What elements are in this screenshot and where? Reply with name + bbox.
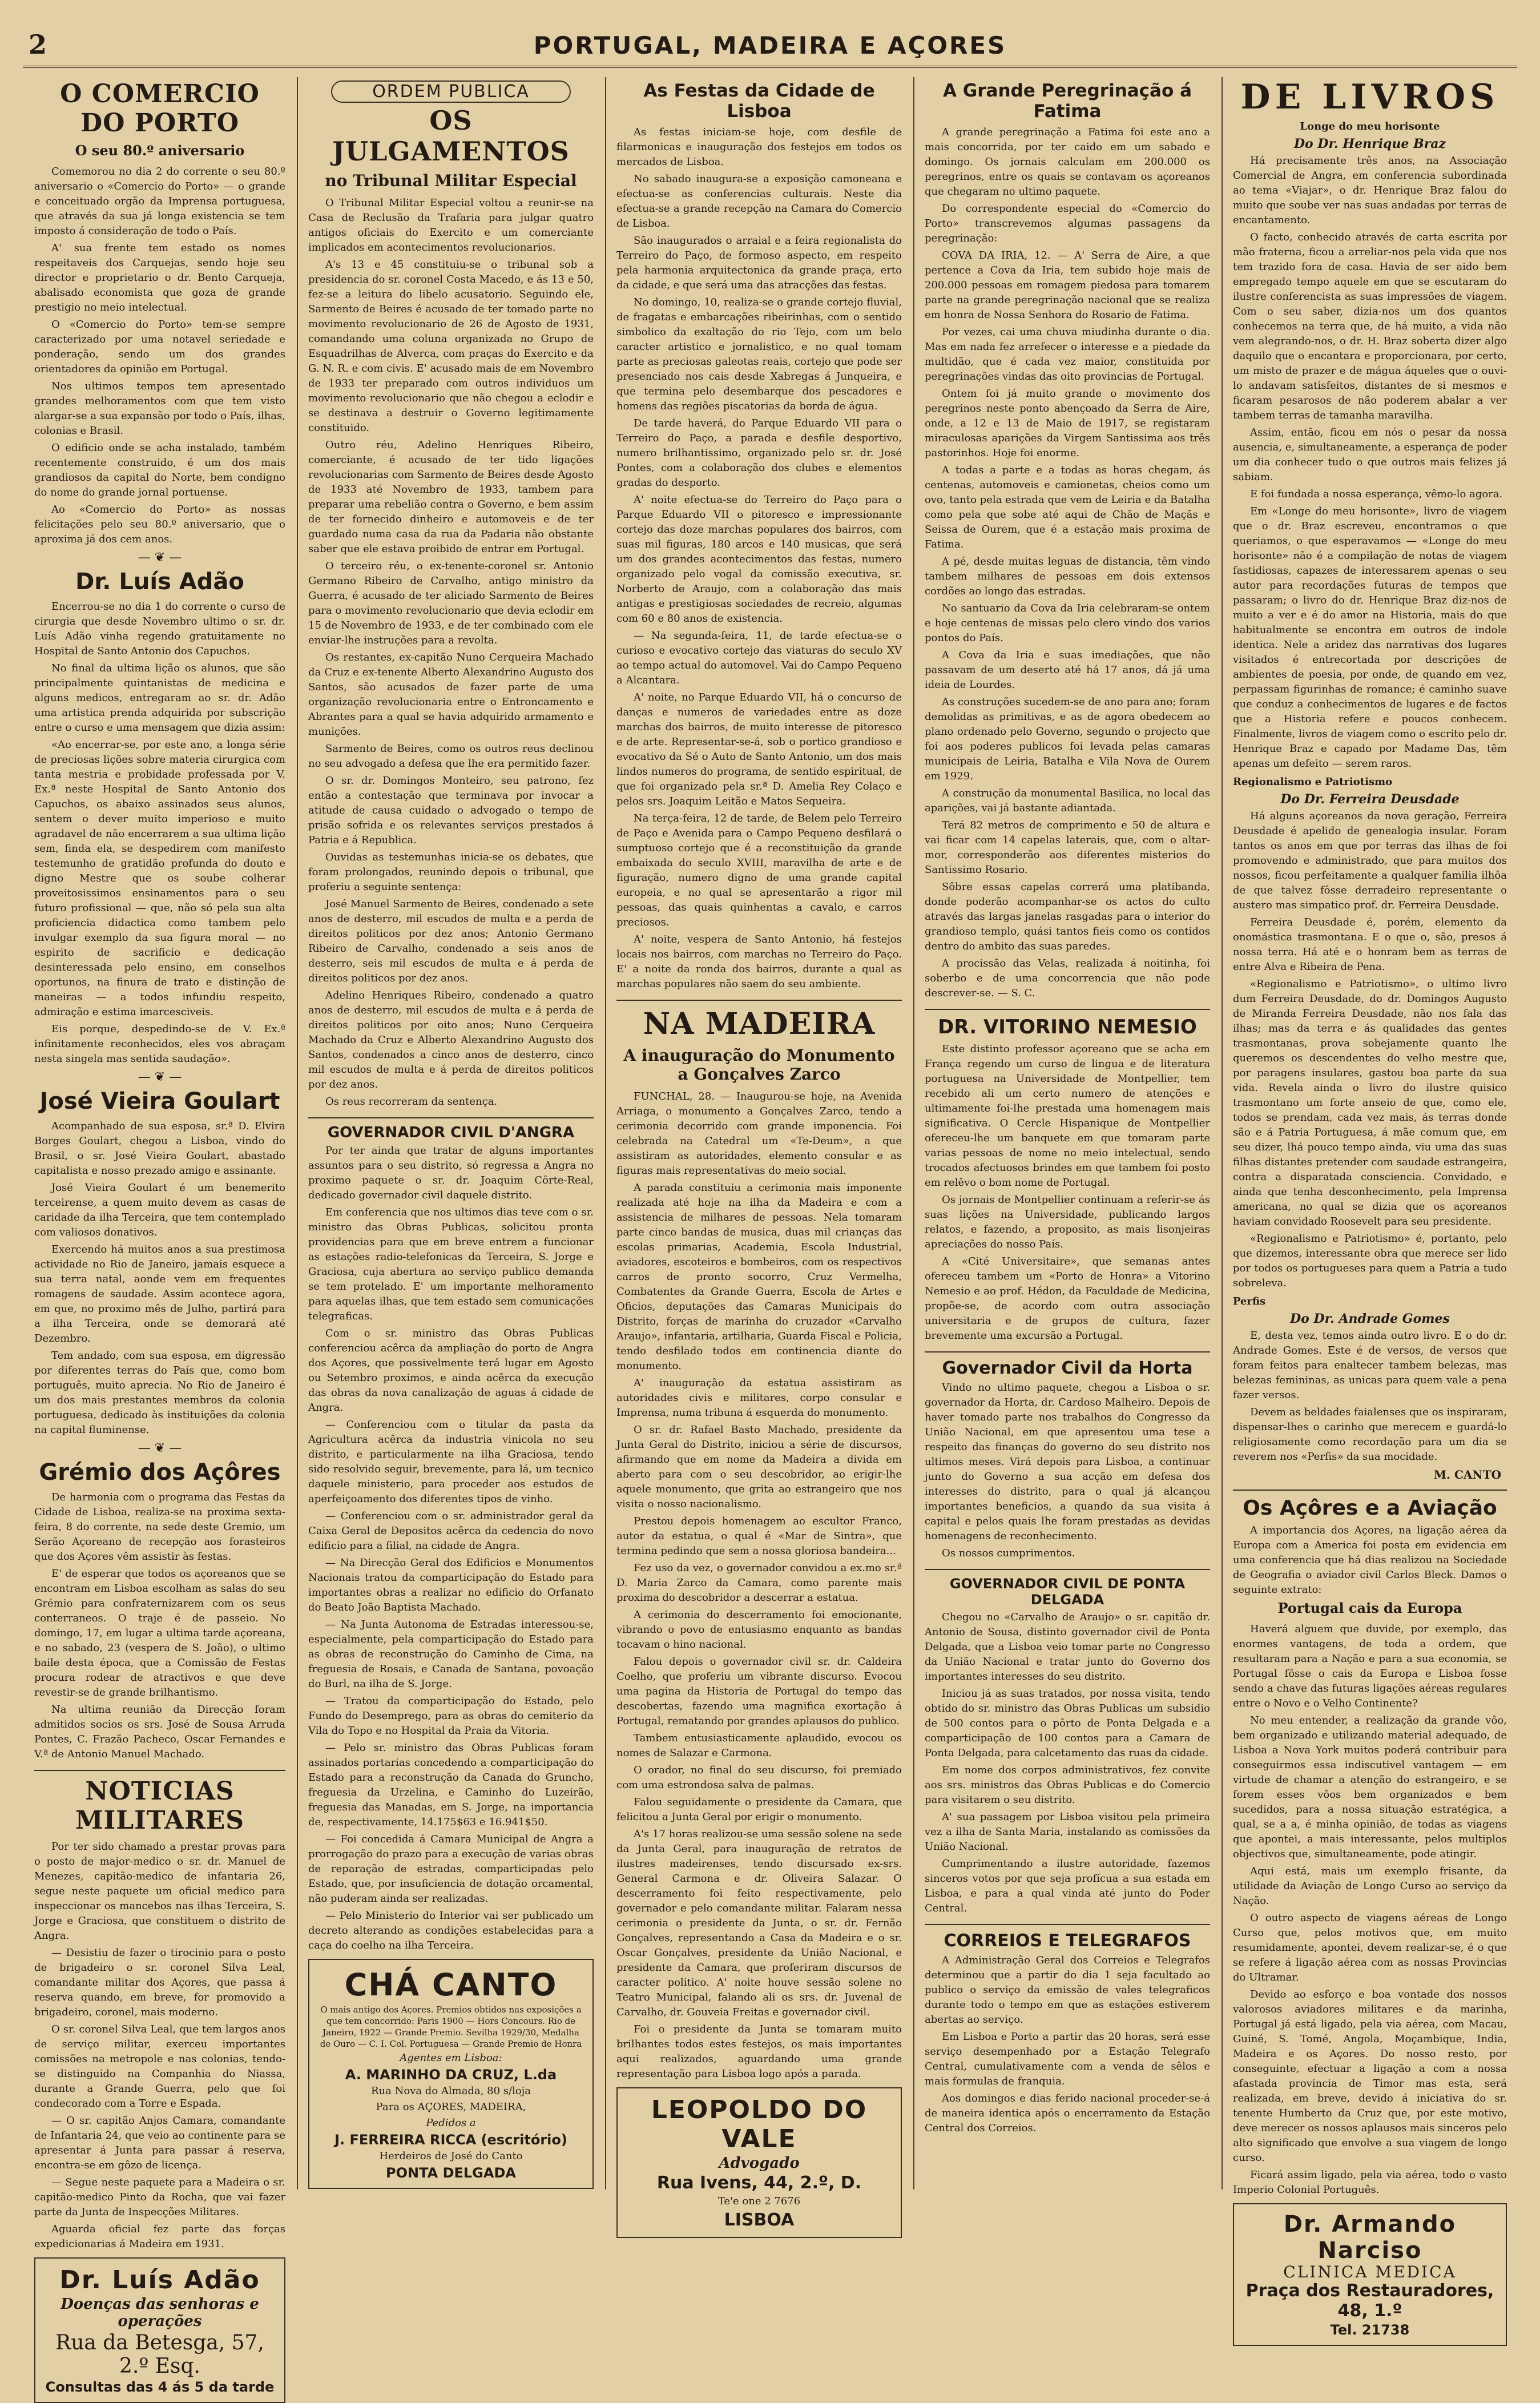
article-de-livros [1233,77,1507,1482]
paragraph: A Cova da Iria e suas imediações, que não passavam de um deserto até há 17 anos, dá já uma ideia de Lourdes. [925,649,1210,691]
divider [34,1770,285,1771]
paragraph: O «Comercio do Porto» tem-se sempre caracterizado por uma notavel seriedade e ponderação, sendo um dos grandes orientadores da opinião em Portugal. [34,319,285,375]
paragraph: — Pelo Ministerio do Interior vai ser publicado um decreto alterando as condições estabelecidas para a caça do coelho na ilha Terceira. [308,1910,594,1951]
article-body [925,1953,1210,2136]
paragraph: Sarmento de Beires, como os outros reus declinou no seu advogado a defesa que lhe era permitido fazer. [308,743,594,770]
paragraph: Em Lisboa e Porto a partir das 20 horas, será esse serviço desempenhado por a Estação Telegrafo Central, cumulativamente com a venda de sêlos e mais formulas de franquia. [925,2031,1210,2087]
paragraph: — Conferenciou com o sr. administrador geral da Caixa Geral de Depositos acêrca da cedencia do novo edificio para a filial, na cidade de Angra. [308,1510,594,1552]
ad-phone: Tel. 21738 [1330,2322,1410,2338]
article-body [925,1042,1210,1343]
paragraph: COVA DA IRIA, 12. — A' Serra de Aire, a que pertence a Cova da Iria, tem subido hoje mais de 200.000 pessoas em romagem piedosa para tomarem parte na grande peregrinação nacional que se realiza em honra de Nossa Senhora do Rosario de Fatima. [925,249,1210,321]
article-subtitle: O seu 80.º aniversario [75,142,245,159]
ad-luis-adao [34,2257,285,2403]
paragraph: O terceiro réu, o ex-tenente-coronel sr. Antonio Germano Ribeiro de Carvalho, antigo ministro da Guerra, é acusado de ter aliciado Sarmento de Beires para o movimento revolucionario que devia eclodir em 15 de Novembro de 1933, e de ter combinado com ele enviar-lhe instruções para a revolta. [308,560,594,646]
paragraph: Os jornais de Montpellier continuam a referir-se ás suas lições na Universidade, publicando largos relatos, e fazendo, a proposito, as mais lisonjeiras apreciações do nosso País. [925,1194,1210,1250]
paragraph: Ontem foi já muito grande o movimento dos peregrinos neste ponto abençoado da Serra de Aire, onde, a 12 e 13 de Maio de 1917, se registaram miraculosas aparições da Virgem Santissima aos três pastorinhos. Hoje foi enorme. [925,388,1210,459]
article-body [925,1380,1210,1561]
article-governador-ponta-delgada [925,1576,1210,1916]
paragraph: Na terça-feira, 12 de tarde, de Belem pelo Terreiro de Paço e Avenida para o Campo Pequeno desfilará o sumptuoso cortejo que é a reconstituição da grande embaixada do seculo XVIII, maravilha de arte e de figuração, numero digno de uma grande capital europeia, e no qual se apresentarão a rigor mil pessoas, das quais quinhentas a cavalo, e carros preciosos. [616,812,902,928]
article-body [34,1490,285,1762]
paragraph: Nos ultimos tempos tem apresentado grandes melhoramentos com que tem visto alargar-se a sua expansão por todo o País, ilhas, colonias e Brasil. [34,380,285,437]
paragraph: «Ao encerrar-se, por este ano, a longa série de preciosas lições sobre materia cirurgica com tanta mestria e probidade professada por V. Ex.ª neste Hospital de Santo Antonio dos Capuchos, os abaixo assinados seus alunos, sentem o dever muito imperioso e muito agradavel de não encerrarem a sua ultima lição sem, finda ela, se despedirem com manifesto testemunho de gratidão profunda do douto e digno Mestre que os soube colherar proveitosissimos ensinamentos para o seu futuro profissional — que, não só pela sua alta proficiencia didactica como tambem pelo invulgar exemplo da sua figura moral — no espirito de sacrificio e dedicação desinteressada pelo ensino, em conselhos oportunos, na finura de trato e distinção de maneiras — a todos infundiu respeito, admiração e estima imarcesciveis. [34,739,285,1018]
paragraph: De harmonia com o programa das Festas da Cidade de Lisboa, realiza-se na proxima sexta-feira, 8 do corrente, na sede deste Gremio, um Serão Açoreano de recepção aos forasteiros que dos Açores vêm assistir às festas. [34,1491,285,1563]
article-body [1233,154,1507,771]
ad-agent-2-city: PONTA DELGADA [386,2165,516,2181]
paragraph: Aguarda oficial fez parte das forças expedicionarias á Madeira em 1931. [34,2223,285,2250]
page-number: 2 [29,29,47,60]
ad-leopoldo-do-vale [616,2087,902,2238]
article-body [34,599,285,1066]
divider [925,1569,1210,1570]
paragraph: A todas a parte e a todas as horas chegam, ás centenas, automoveis e camionetas, cheios como um ovo, tanto pela estrada que vem de Leiria e da Batalha como pela que sobe até aqui de Chão de Maçãs e Seissa de Ourem, que é a estação mais proxima de Fatima. [925,464,1210,550]
paragraph: São inaugurados o arraial e a feira regionalista do Terreiro do Paço, de formoso aspecto, em respeito pela harmonia arquitectonica da grande praça, erto da cidade, e que será uma das atracções das festas. [616,235,902,291]
book-title-2: Regionalismo e Patriotismo [1233,776,1393,788]
ornament-divider: — ❦ — [138,1441,182,1455]
paragraph: Por ter ainda que tratar de alguns importantes assuntos para o seu distrito, só regressa a Angra no proximo paquete o sr. dr. Joaquim Côrte-Real, dedicado governador civil daquele distrito. [308,1145,594,1201]
article-body [616,1089,902,2082]
article-title: DR. VITORINO NEMESIO [938,1016,1197,1039]
article-comercio-do-porto [34,79,285,547]
divider [925,1924,1210,1925]
paragraph: Prestou depois homenagem ao escultor Franco, autor da estatua, o qual é «Mar de Sintra», que termina pedindo que sem a nossa gloriosa bandeira... [616,1515,902,1557]
paragraph: Terá 82 metros de comprimento e 50 de altura e vai ficar com 14 capelas laterais, que, com o altar-mor, corresponderão aos diferentes misterios do Santissimo Rosario. [925,819,1210,876]
paragraph: Chegou no «Carvalho de Araujo» o sr. capitão dr. Antonio de Sousa, distinto governador civil de Ponta Delgada, que a Lisboa veio tomar parte no Congresso da União Nacional e tratar junto do Governo dos importantes interesses do seu distrito. [925,1611,1210,1682]
paragraph: E, desta vez, temos ainda outro livro. E o do dr. Andrade Gomes. Este é de versos, de versos que foram feitos para enaltecer tambem belezas, mas belezas femininas, as unicas para quem vale a pena fazer versos. [1233,1330,1507,1401]
paragraph: Os restantes, ex-capitão Nuno Cerqueira Machado da Cruz e ex-tenente Alberto Alexandrino Augusto dos Santos, são acusados de fazer parte de uma organização revolucionaria entre o Entroncamento e Abrantes para a qual se havia adquirido armamento e munições. [308,651,594,738]
ad-city: LISBOA [724,2210,795,2230]
book-author-2: Do Dr. Ferreira Deusdade [1280,792,1460,807]
article-body [308,196,594,1109]
paragraph: José Vieira Goulart é um benemerito terceirense, a quem muito devem as casas de caridade da ilha Terceira, que tem contemplado com valiosos donativos. [34,1182,285,1238]
divider [308,1117,594,1118]
paragraph: Ouvidas as testemunhas inicia-se os debates, que foram prolongados, reunindo depois o tribunal, que proferiu a seguinte sentença: [308,851,594,893]
paragraph: Sôbre essas capelas correrá uma platibanda, donde poderão acompanhar-se os actos do culto através das largas janelas rasgadas para o interior do grandioso templo, quási tantos fieis como os contidos dentro do ambito das suas paredes. [925,881,1210,952]
article-body [1233,1622,1507,2197]
paragraph: Aqui está, mais um exemplo frisante, da utilidade da Aviação de Longo Curso ao serviço da Nação. [1233,1865,1507,1907]
article-subtitle: A inauguração do Monumento a Gonçalves Zarco [623,1046,895,1084]
paragraph: José Manuel Sarmento de Beires, condenado a sete anos de desterro, mil escudos de multa e a perda de direitos politicos por dez anos; Antonio Germano Ribeiro de Carvalho, condenado a seis anos de desterro, seis mil escudos de multa e á perda de direitos politicos por dez anos. [308,898,594,984]
article-body [308,1144,594,1953]
paragraph: Outro réu, Adelino Henriques Ribeiro, comerciante, é acusado de ter tido ligações revolucionarias com Sarmento de Beires desde Agosto de 1933 até Novembro de 1933, tambem para preparar uma rebelião contra o Governo, e bem assim de ter fornecido dinheiro e automoveis e de ter guardado numa casa da rua da Padaria não obstante saber que ele estava proibido de entrar em Portugal. [308,439,594,555]
paragraph: Há precisamente três anos, na Associação Comercial de Angra, em conferencia subordinada ao tema «Viajar», o dr. Henrique Braz falou do muito que soube ver nas suas andadas por terras de encantamento. [1233,155,1507,226]
paragraph: A importancia dos Açores, na ligação aérea da Europa com a America foi posta em evidencia em uma conferencia que há dias realizou na Sociedade de Geografia o aviador civil Carlos Bleck. Damos o seguinte extrato: [1233,1524,1507,1596]
paragraph: — Pelo sr. ministro das Obras Publicas foram assinados portarias concedendo a comparticipação do Estado para a reconstrução da Canada do Gruncho, freguesia da Urzelina, e Caminho do Luzeirão, freguesia das Manadas, em S. Jorge, na importancia de, respectivamente, 14.175$63 e 16.941$50. [308,1742,594,1828]
paragraph: Em «Longe do meu horisonte», livro de viagem que o dr. Braz escreveu, encontramos o que queriamos, o que esperavamos — «Longe do meu horisonte» não é a compilação de notas de viagem fastidiosas, capazes de interessarem apenas o seu autor para recordações futuras de tempos que passaram; o livro do dr. Henrique Braz diz-nos de muito a ver e é do amor na Historia, mais do que habitualmente se encontra em outros de indole identica. Nele a aridez das narrativas dos lugares visitados é entrecortada por descrições de ambientes de poesia, por onde, de quando em vez, perpassam figurinhas de romance; é caminho suave que conduz a conhecimentos de lugares e de factos que a Historia refere e poucos conhecem. Finalmente, livros de viagem como o escrito pelo dr. Henrique Braz e capado por Madame Das, têm apenas um defeito — serem raros. [1233,505,1507,770]
paragraph: Há alguns açoreanos da nova geração, Ferreira Deusdade é apelido de genealogia insular. Foram tantos os anos em que por terras das ilhas de foi promovendo e administrado, que para muitos dos nossos, ficou perfeitamente a qualquer familia ilhôa de que talvez fôsse derradeiro representante o austero mas simpatico prof. dr. Ferreira Deusdade. [1233,810,1507,911]
article-peregrinacao-fatima [925,80,1210,1001]
article-body [1233,1329,1507,1464]
article-title: CORREIOS E TELEGRAFOS [944,1931,1191,1951]
ad-specialty: CLINICA MEDICA [1283,2263,1457,2281]
column-4 [925,77,1210,2189]
article-title: Governador Civil da Horta [942,1358,1193,1378]
ad-specialty: Doenças das senhoras e operações [61,2296,259,2330]
paragraph: Os nossos cumprimentos. [942,1547,1075,1559]
column-1 [34,77,285,2395]
paragraph: — Na segunda-feira, 11, de tarde efectua-se o curioso e evocativo cortejo das viaturas do seculo XV ao tempo actual do automovel. Vai do Campo Pequeno a Alcantara. [616,630,902,686]
paragraph: — Tratou da comparticipação do Estado, pelo Fundo do Desemprego, para as obras do cemiterio da Vila do Topo e no Hospital da Praia da Vitoria. [308,1695,594,1737]
ad-agent-2: J. FERREIRA RICCA (escritório) [334,2132,567,2148]
article-title: GOVERNADOR CIVIL DE PONTA DELGADA [949,1576,1186,1608]
ad-address: Rua da Betesga, 57, 2.º Esq. [55,2331,264,2378]
paragraph: Ferreira Deusdade é, porém, elemento da onomástica trasmontana. E o que o, são, presos á nossa terra. Há até e o honram bem as terras de entre Alva e Ribeira de Pena. [1233,916,1507,973]
paragraph: A' noite efectua-se do Terreiro do Paço para o Parque Eduardo VII o pitoresco e impressionante cortejo das doze marchas populares dos bairros, com suas mil figuras, 180 arcos e 140 musicas, que será um dos grandes acontecimentos das festas, numero organizado pelo vogal da comissão executiva, sr. Norberto de Araujo, com a colaboração das mais antigas e prestigiosas sociedades de recreio, algumas com 60 e 80 anos de existencia. [616,494,902,625]
paragraph: Adelino Henriques Ribeiro, condenado a quatro anos de desterro, mil escudos de multa e á perda de direitos politicos por oito anos; Nuno Cerqueira Machado da Cruz e Alberto Alexandrino Augusto dos Santos, condenados a cinco anos de desterro, cinco mil escudos de multa e á perda de direitos politicos por dez anos. [308,989,594,1090]
ornament-divider: — ❦ — [138,550,182,565]
ad-cha-canto [308,1959,594,2189]
paragraph: As construções sucedem-se de ano para ano; foram demolidas as primitivas, e as de agora obedecem ao plano ordenado pelo Governo, segundo o projecto que foi aos poderes publicos foi levada pelas camaras municipais de Leiria, Batalha e Vila Nova de Ourem em 1929. [925,696,1210,782]
article-kicker: ORDEM PUBLICA [331,80,571,103]
paragraph: O sr. dr. Domingos Monteiro, seu patrono, fez então a contestação que terminava por invocar a atitude de causa cuidado o advogado o tempo de prisão sofrida e os relevantes serviços prestados á Patria e á Republica. [308,775,594,846]
ad-phone: Te'e one 2 7676 [717,2195,801,2207]
article-festas-lisboa [616,80,902,992]
paragraph: Tem andado, com sua esposa, em digressão por diferentes terras do País que, como bom português, muito aprecia. No Rio de Janeiro é um dos mais prestantes membros da colonia portuguesa, dedicado às instituições da colonia na capital fluminense. [34,1350,285,1436]
paragraph: E' de esperar que todos os açoreanos que se encontram em Lisboa escolham as salas do seu Grémio para confraternizarem com os seus conterraneos. O traje é de passeio. No domingo, 17, em lugar a ultima tarde açoreana, e no sabado, 23 (vespera de S. João), o ultimo baile desta época, que a Comissão de Festas procura rodear de atractivos e que deve revestir-se de grande brilhantismo. [34,1568,285,1698]
article-gremio-dos-acores [34,1459,285,1762]
paragraph: Os reus recorreram da sentença. [325,1096,498,1108]
article-body [1233,809,1507,1291]
paragraph: As festas iniciam-se hoje, com desfile de filarmonicas e inauguração dos festejos em todos os mercados de Lisboa. [616,126,902,168]
article-body [616,125,902,992]
header-rule [23,66,1517,68]
paragraph: Comemorou no dia 2 do corrente o seu 80.º aniversario o «Comercio do Porto» — o grande e conceituado orgão da Imprensa portuguesa, que através da sua já longa existencia se tem imposto á consideração de todo o País. [34,166,285,237]
book-author-1: Do Dr. Henrique Braz [1293,136,1446,151]
paragraph: — Na Junta Autonoma de Estradas interessou-se, especialmente, pela comparticipação do Estado para as obras de reconstrução do Caminho de Cima, na freguesia de Rosais, e Canada de Santana, povoação do Burl, na ilha de S. Jorge. [308,1619,594,1690]
paragraph: Falou seguidamente o presidente da Camara, que felicitou a Junta Geral por erigir o monumento. [616,1796,902,1823]
paragraph: No meu entender, a realização da grande vôo, bem organizado e utilizando material adequado, de Lisboa a Nova York muitos poderá contribuir para conseguirmos essa indiscutivel vantagem — em virtude de chamar a atenção do estrangeiro, e se forem esses vôos bem organizados e bem sucedidos, para a nossa situação estratégica, a qual, se a a, é minha opinião, de todas as viagens que apontei, a mais interessante, pelos multiplos objectivos que, simultaneamente, pode atingir. [1233,1714,1507,1860]
paragraph: Exercendo há muitos anos a sua prestimosa actividade no Rio de Janeiro, jamais esquece a sua terra natal, aonde vem em frequentes romagens de saudade. Assim acontece agora, em que, no proximo mês de Julho, partirá para a ilha Terceira, onde se demorará até Dezembro. [34,1243,285,1345]
ad-agent-1-address: Rua Nova do Almada, 80 s/loja [371,2085,531,2097]
paragraph: Com o sr. ministro das Obras Publicas conferenciou acêrca da ampliação do porto de Angra dos Açores, que possivelmente terá lugar em Agosto ou Setembro proximos, e ainda acêrca da execução das obras da nova canalização de aguas á cidade de Angra. [308,1327,594,1414]
paragraph: Eis porque, despedindo-se de V. Ex.ª infinitamente reconhecidos, eles vos abraçam nesta singela mas sentida saudação». [34,1023,285,1065]
paragraph: Em conferencia que nos ultimos dias teve com o sr. ministro das Obras Publicas, solicitou pronta providencias para que em breve entrem a funcionar as estações radio-telefonicas da Terceira, S. Jorge e Graciosa, cuja abertura ao serviço publico demanda se tem protelado. E' um importante melhoramento para aquelas ilhas, que tem estado sem comunicações telegraficas. [308,1206,594,1322]
paragraph: A' noite, no Parque Eduardo VII, há o concurso de danças e numeros de variedades entre as doze marchas dos bairros, de muito interesse de pitoresco e de arte. Representar-se-á, sob o portico grandioso e evocativo da Sé o Auto de Santo Antonio, um dos mais lindos numeros do programa, de sentido espiritual, de que foi organizado pela sr.ª D. Amelia Rey Colaço e pelos srs. Joaquim Leitão e Matos Sequeira. [616,691,902,807]
paragraph: A parada constituiu a cerimonia mais imponente realizada até hoje na ilha da Madeira e com a assistencia de milhares de pessoas. Nela tomaram parte cinco bandas de musica, duas mil crianças das escolas primarias, Academia, Escola Industrial, aviadores, escoteiros e bombeiros, com os respectivos carros de pronto socorro, Cruz Vermelha, Combatentes da Grande Guerra, Escola de Artes e Oficios, deputações das Camaras Municipais do Distrito, forças de marinha do cruzador «Carvalho Araujo», infantaria, artilharia, Guarda Fiscal e Policia, tendo desfilado todos em continencia diante do monumento. [616,1182,902,1372]
ad-address: Praça dos Restauradores, 48, 1.º [1245,2281,1494,2321]
paragraph: O sr. dr. Rafael Basto Machado, presidente da Junta Geral do Distrito, iniciou a série de discursos, afirmando que em nome da Madeira a divida em aberto para com o seu descobridor, ao erigir-lhe aquele monumento, que grita ao estrangeiro que nos visita o nosso nacionalismo. [616,1424,902,1510]
paragraph: A' sua frente tem estado os nomes respeitaveis dos Carquejas, sendo hoje seu director e proprietario o dr. Bento Carqueja, abalisado economista que goza de grande prestigio no meio intelectual. [34,242,285,313]
article-na-madeira [616,1007,902,2082]
ad-agent-2-sub: Herdeiros de José do Canto [379,2150,523,2162]
paragraph: — Conferenciou com o titular da pasta da Agricultura acêrca da industria vinicola no seu distrito, e particularmente na ilha Graciosa, tendo sido resolvido seguir, brevemente, para lá, um tecnico daquele ministerio, para proceder aos estudos de aperfeiçoamento dos diferentes tipos de vinho. [308,1419,594,1505]
column-separator [913,77,914,2189]
ad-note: O mais antigo dos Açores. Premios obtidos nas exposições a que tem concorrido: Paris 1900 — Hors Concours. Rio de Janeiro, 1922 — Grande Premio. Sevilha 1929/30, Medalha de Ouro — C. I. Col. Portuguesa — Grande Premio de Honra [320,2004,582,2049]
book-title-3: Perfis [1233,1295,1266,1307]
page-header [0,26,1540,66]
paragraph: Vindo no ultimo paquete, chegou a Lisboa o sr. governador da Horta, dr. Cardoso Malheiro. Depois de haver tomado parte nos trabalhos do Congresso da União Nacional, em que apresentou uma tese a respeito das finanças do governo do seu distrito nos ultimos meses. Virá depois para Lisboa, a continuar junto do Governo a sua acção em defesa dos interesses do distrito, para o qual já alcançou importantes beneficios, a quando da sua visita á capital e pelos quais lhe foram prestadas as devidas homenagens de reconhecimento. [925,1382,1210,1542]
column-separator [1221,77,1223,2189]
book-title-1: Longe do meu horisonte [1300,120,1440,132]
divider [925,1009,1210,1010]
article-body [34,1840,285,2252]
paragraph: No domingo, 10, realiza-se o grande cortejo fluvial, de fragatas e embarcações ribeirinhas, com o sentido simbolico da exaltação do rio Tejo, com um belo caracter artistico e jornalistico, e no qual tomam parte as preciosas galeotas reais, cortejo que pode ser presenciado nos cais desde Xabregas á Junqueira, e que termina pelo desembarque dos pescadores e homens das regiões piscatorias da borda de água. [616,296,902,412]
paragraph: A procissão das Velas, realizada á noitinha, foi soberbo e de uma concorrencia que não pode descrever-se. — S. C. [925,957,1210,999]
ad-agents-label: Agentes em Lisboa: [400,2052,502,2064]
ad-armando-narciso [1233,2203,1507,2346]
paragraph: No santuario da Cova da Iria celebraram-se ontem e hoje centenas de missas pelo clero vindo dos varios pontos do País. [925,602,1210,644]
article-title: GOVERNADOR CIVIL D'ANGRA [327,1124,575,1141]
paragraph: A cerimonia do descerramento foi emocionante, vibrando o povo de entusiasmo enquanto as bandas tocavam o hino nacional. [616,1609,902,1651]
paragraph: «Regionalismo e Patriotismo» é, portanto, pelo que dizemos, interessante obra que merece ser lido por todos os portugueses para quem a Patria a tudo sobreleva. [1233,1233,1507,1289]
paragraph: A' sua passagem por Lisboa visitou pela primeira vez a ilha de Santa Maria, instalando as comissões da União Nacional. [925,1811,1210,1853]
paragraph: Na ultima reunião da Direcção foram admitidos socios os srs. José de Sousa Arruda Pontes, C. Frazão Pacheco, Oscar Fernandes e V.ª de Antonio Manuel Machado. [34,1704,285,1760]
article-subtitle: no Tribunal Militar Especial [325,171,577,190]
article-acores-aviacao [1233,1496,1507,2197]
ad-order-label: Pedidos a [426,2117,476,2129]
paragraph: Tambem entusiasticamente aplaudido, evocou os nomes de Salazar e Carmona. [616,1732,902,1759]
article-correios-telegrafos [925,1931,1210,2136]
paragraph: Iniciou já as suas tratados, por nossa visita, tendo obtido do sr. ministro das Obras Publicas um subsidio de 500 contos para o pôrto de Ponta Delgada e a comparticipação de 100 contos para a Camara de Ponta Delgada, para calcetamento das ruas da cidade. [925,1688,1210,1759]
article-title: Os Açôres e a Aviação [1243,1496,1497,1520]
divider [1233,1490,1507,1491]
article-os-julgamentos [308,80,594,1109]
article-title: Dr. Luís Adão [75,569,244,595]
article-title: José Vieira Goulart [39,1088,280,1114]
article-body [1233,1523,1507,1597]
paragraph: Falou depois o governador civil sr. dr. Caldeira Coelho, que proferiu um vibrante discurso. Evocou uma pagina da Historia de Portugal do tempo das descobertas, fazendo uma magnifica exortação á Portugal, rematando por grandes aplausos do publico. [616,1656,902,1727]
article-title: DE LIVROS [1240,77,1499,117]
paragraph: No sabado inaugura-se a exposição camoneana e efectua-se as conferencias culturais. Neste dia efectua-se a grande recepção na Camara do Comercio de Lisboa. [616,173,902,230]
book-author-3: Do Dr. Andrade Gomes [1290,1311,1450,1326]
paragraph: — Desistiu de fazer o tirocinio para o posto de brigadeiro o sr. coronel Silva Leal, comandante militar dos Açores, que passa á reserva quando, em breve, for promovido a brigadeiro, coronel, mais moderno. [34,1947,285,2018]
article-governador-angra [308,1124,594,1953]
article-vitorino-nemesio [925,1016,1210,1343]
paragraph: — Na Direcção Geral dos Edificios e Monumentos Nacionais tratou da comparticipação do Estado para importantes obras a realizar no edificio do Orfanato do Beato João Baptista Machado. [308,1557,594,1613]
article-body [925,1610,1210,1916]
paragraph: Este distinto professor açoreano que se acha em França regendo um curso de lingua e de literatura portuguesa na Universidade de Montpellier, tem recebido ali um certo numero de atenções e ultimamente foi-lhe prestada uma homenagem mais significativa. O Cercle Hispanique de Montpellier ofereceu-lhe um banquete em que tomaram parte varias pessoas de nome no meio intelectual, sendo trocados afectuosos brindes em que tambem foi posto em relêvo o bom nome de Portugal. [925,1043,1210,1189]
ad-name: Dr. Luís Adão [59,2265,260,2295]
ad-title: CHÁ CANTO [344,1967,558,2003]
article-title: NA MADEIRA [643,1007,876,1041]
ad-address: Rua Ivens, 44, 2.º, D. [656,2173,862,2193]
article-noticias-militares [34,1777,285,2252]
column-separator [605,77,606,2189]
paragraph: FUNCHAL, 28. — Inaugurou-se hoje, na Avenida Arriaga, o monumento a Gonçalves Zarco, tendo a cerimonia decorrido com grande imponencia. Foi celebrada na Catedral um «Te-Deum», a que assistiram as autoridades, elemento consular e as figuras mais representativas do meio social. [616,1090,902,1177]
paragraph: O Tribunal Militar Especial voltou a reunir-se na Casa de Reclusão da Trafaria para julgar quatro antigos oficiais do Exercito e um comerciante implicados em acontecimentos revolucionarios. [308,197,594,253]
column-5 [1233,77,1507,2338]
article-title: As Festas da Cidade de Lisboa [643,80,875,122]
paragraph: Aos domingos e dias ferido nacional proceder-se-á de maneira identica após o encerramento da Estação Central dos Correios. [925,2092,1210,2134]
paragraph: Assim, então, ficou em nós o pesar da nossa ausencia, e, simultaneamente, a esperança de poder um dia conhecer tudo o que outros mais felizes já sabiam. [1233,426,1507,483]
paragraph: A's 13 e 45 constituiu-se o tribunal sob a presidencia do sr. coronel Costa Macedo, e ás 13 e 50, fez-se a leitura do libelo acusatorio. Seguindo ele, Sarmento de Beires é acusado de ter tomado parte no movimento revolucionario de 26 de Agosto de 1931, comandando uma coluna organizada no Grupo de Esquadrilhas de Alverca, com praças do Exercito e da G. N. R. e com civis. E' acusado mais de em Novembro de 1933 ter preparado com outros individuos um movimento revolucionario que não chegou a eclodir e se destinava a destruir o Governo legitimamente constituido. [308,259,594,434]
paragraph: A' noite, vespera de Santo Antonio, há festejos locais nos bairros, com marchas no Terreiro do Paço. E' a noite da ronda dos bairros, durante a qual as marchas populares não saem do seu ambiente. [616,933,902,990]
paragraph: Encerrou-se no dia 1 do corrente o curso de cirurgia que desde Novembro ultimo o sr. dr. Luís Adão vinha regendo gratuitamente no Hospital de Santo Antonio dos Capuchos. [34,601,285,657]
article-signature: M. CANTO [1433,1468,1501,1482]
paragraph: A's 17 horas realizou-se uma sessão solene na sede da Junta Geral, para inauguração de retratos de ilustres madeirenses, tendo discursado ex-srs. General Carmona e dr. Oliveira Salazar. O descerramento foi feito respectivamente, pelo governador e pelo comandante militar. Falaram nessa cerimonia o presidente da Junta, o sr. dr. Fernão Gonçalves, representando a Casa da Madeira e o sr. Oscar Gonçalves, presidente da União Nacional, e presidente da Camara, que proferiram discursos de caracter politico. A' noite houve sessão solene no Teatro Municipal, falando ali os srs. dr. Juvenal de Carvalho, dr. Gouveia Freitas e governador civil. [616,1828,902,2018]
paragraph: — Foi concedida á Camara Municipal de Angra a prorrogação do prazo para a execução de varias obras de reparação de estradas, comparticipadas pelo Estado, que, por insuficiencia de dotação orcamental, não puderam ainda ser realizadas. [308,1833,594,1905]
article-body [34,1119,285,1438]
paragraph: A Administração Geral dos Correios e Telegrafos determinou que a partir do dia 1 seja facultado ao publico o serviço da emissão de vales telegraficos durante todo o tempo em que as estações estiverem abertas ao serviço. [925,1954,1210,2026]
article-title: OS JULGAMENTOS [332,105,570,167]
column-2 [308,77,594,2189]
ad-hours: Consultas das 4 ás 5 da tarde [45,2379,275,2395]
article-jose-vieira-goulart [34,1088,285,1438]
ad-agent-1-sub: Para os AÇORES, MADEIRA, [376,2101,526,2113]
article-title: NOTICIAS MILITARES [75,1777,245,1835]
paragraph: A construção da monumental Basilica, no local das aparições, vai já bastante adiantada. [925,787,1210,814]
masthead: PORTUGAL, MADEIRA E AÇORES [533,31,1007,59]
paragraph: Cumprimentando a ilustre autoridade, fazemos sinceros votos por que seja profícua a sua estada em Lisboa, e para a qual vinda até junto do Poder Central. [925,1858,1210,1914]
paragraph: Foi o presidente da Junta se tomaram muito brilhantes todos estes festejos, os mais importantes aqui realizados, aguardando uma grande representação para Lisboa logo após a parada. [616,2023,902,2080]
ad-name: LEOPOLDO DO VALE [651,2095,868,2154]
article-body [34,164,285,547]
paragraph: «Regionalismo e Patriotismo», o ultimo livro dum Ferreira Deusdade, do dr. Domingos Augusto de Miranda Ferreira Deusdade, não nos fala das ilhas; mas da terra e ás qualidades das gentes trasmontanas, prova sobejamente quanto lhe queremos os descendentes do velho mestre que, por paragens insulares, gastou boa parte da sua vida. Revela ainda o livro do ilustre quisico trasmontano um forte anseio de que, como ele, todos se prendam, cada vez mais, ás terras donde são e á Patria Portuguesa, á mãe comum que, em seu dizer, lhá pouco tempo ainda, viu uma das suas filhas distantes pretender com saudade estrangeira, contra a disparatada consciencia. Convidado, e ainda que tenha desconhecimento, pela Imprensa americana, no qual se dizia que os açoreanos haviam convidado Roosevelt para seu presidente. [1233,978,1507,1227]
paragraph: — Segue neste paquete para a Madeira o sr. capitão-medico Pinto da Rocha, que vai fazer parte da Junta de Inspecções Militares. [34,2176,285,2218]
paragraph: Em nome dos corpos administrativos, fez convite aos srs. ministros das Obras Publicas e do Comercio para visitarem o seu distrito. [925,1764,1210,1806]
paragraph: Do correspondente especial do «Comercio do Porto» transcrevemos algumas passagens da peregrinação: [925,203,1210,244]
paragraph: O edificio onde se acha instalado, também recentemente construido, é um dos mais grandiosos da capital do Norte, bem condigno do nome do grande jornal portuense. [34,442,285,498]
paragraph: Por vezes, cai uma chuva miudinha durante o dia. Mas em nada fez arrefecer o interesse e a piedade da multidão, que é cada vez maior, constituida por peregrinações vindas das oito provincias de Portugal. [925,326,1210,383]
article-luis-adao [34,569,285,1066]
paragraph: O orador, no final do seu discurso, foi premiado com uma estrondosa salva de palmas. [616,1764,902,1791]
paragraph: O outro aspecto de viagens aéreas de Longo Curso que, pelos motivos que, em muito resumidamente, apontei, devem realizar-se, é o que se refere á ligação aérea com as nossas Provincias do Ultramar. [1233,1912,1507,1983]
paragraph: Acompanhado de sua esposa, sr.ª D. Elvira Borges Goulart, chegou a Lisboa, vindo do Brasil, o sr. José Vieira Goulart, abastado capitalista e nosso prezado amigo e assinante. [34,1120,285,1177]
article-title: A Grande Peregrinação á Fatima [943,80,1192,122]
column-3 [616,77,902,2230]
paragraph: De tarde haverá, do Parque Eduardo VII para o Terreiro do Paço, a parada e desfile desportivo, numero brilhantissimo, organizado pelo sr. dr. José Pontes, com a colaboração dos clubes e elementos gradas do desporto. [616,417,902,489]
paragraph: Ficará assim ligado, pela via aérea, todo o vasto Imperio Colonial Português. [1233,2169,1507,2196]
paragraph: Devido ao esforço e boa vontade dos nossos valorosos aviadores militares e da marinha, Portugal já está ligado, pela via aérea, com Macau, Guiné, S. Tomé, Angola, Moçambique, India, Madeira e os Açores. Do nosso resto, por conseguinte, efectuar a ligação a com a nossa afastada provincia de Timor mas esta, será realizada, em breve, devido á iniciativa do sr. tenente Humberto da Cruz que, por este motivo, deve merecer os nossos aplausos mais sinceros pelo alto significado que envolve a sua viagem de longo curso. [1233,1989,1507,2164]
paragraph: Ao «Comercio do Porto» as nossas felicitações pelo seu 80.º aniversario, que o aproxima já dos cem anos. [34,504,285,545]
column-separator [297,77,298,2189]
paragraph: No final da ultima lição os alunos, que são principalmente quintanistas de medicina e alguns medicos, entregaram ao sr. dr. Adão uma artistica prenda adquirida por subscrição entre o curso e uma mensagem que dizia assim: [34,662,285,734]
article-body [925,125,1210,1001]
ad-name: Dr. Armando Narciso [1283,2211,1457,2264]
article-subtitle: Portugal cais da Europa [1277,1600,1462,1616]
ad-role: Advogado [719,2155,800,2172]
divider [616,1000,902,1001]
paragraph: — O sr. capitão Anjos Camara, comandante de Infantaria 24, que veio ao continente para se apresentar á Junta para passar á reserva, encontra-se em gôzo de licença. [34,2115,285,2171]
article-title: O COMERCIO DO PORTO [60,79,260,138]
paragraph: Haverá alguem que duvide, por exemplo, das enormes vantagens, de toda a ordem, que resultaram para a Nação e para a sua economia, se Portugal fôsse o cais da Europa e Lisboa fosse sendo a chave das futuras ligações aéreas regulares entre o Novo e o Velho Continente? [1233,1623,1507,1709]
paragraph: Devem as beldades faialenses que os inspiraram, dispensar-lhes o carinho que merecem e guardá-lo religiosamente como recordação para um dia se reverem nos «Perfis» da sua mocidade. [1233,1406,1507,1463]
ornament-divider: — ❦ — [138,1070,182,1084]
ad-agent-1: A. MARINHO DA CRUZ, L.da [345,2067,557,2083]
paragraph: O facto, conhecido através de carta escrita por mão fraterna, ficou a arreliar-nos pela vida que nos tem trazido fora de casa. Havia de ser aido bem empregado tempo aquele em que se escutaram do ilustre conferencista as suas impressões de viagem. Com o seu saber, dizia-nos um dos quantos conhecemos na terra que, de há muito, a vida não vem alegrando-nos, o dr. H. Braz soberta dizer algo daquilo que o encantara e proporcionara, por certo, um misto de prazer e de mágua áqueles que o ouvi-lo andavam satisfeitos, distantes de si mesmos e ficaram pesarosos de não poderem abalar a ver tambem terras de tamanha maravilha. [1233,231,1507,421]
article-governador-horta [925,1358,1210,1561]
paragraph: O sr. coronel Silva Leal, que tem largos anos de serviço militar, exerceu importantes comissões na metropole e nas colonias, tendo-se distinguido na Companhia do Niassa, durante a Grande Guerra, pelo que foi condecorado com a Torre e Espada. [34,2023,285,2110]
paragraph: A' inauguração da estatua assistiram as autoridades civis e militares, corpo consular e Imprensa, numa tribuna á esquerda do monumento. [616,1377,902,1419]
paragraph: Fez uso da vez, o governador convidou a ex.mo sr.ª D. Maria Zarco da Camara, como parente mais proxima do descobridor a descerrar a estatua. [616,1562,902,1604]
paragraph: A pé, desde muitas leguas de distancia, têm vindo tambem milhares de pessoas em dois extensos cordões ao longo das estradas. [925,556,1210,597]
paragraph: Por ter sido chamado a prestar provas para o posto de major-medico o sr. dr. Manuel de Menezes, capitão-medico de infantaria 26, segue neste paquete um oficial medico para inspeccionar os mancebos nas ilhas Terceira, S. Jorge e Graciosa, que constituem o distrito de Angra. [34,1841,285,1942]
divider [925,1351,1210,1353]
paragraph: A grande peregrinação a Fatima foi este ano a mais concorrida, por ter caido em um sabado e domingo. Os jornais calculam em 200.000 os peregrinos, entre os quais se contavam os açoreanos que chegaram no ultimo paquete. [925,126,1210,198]
paragraph: A «Cité Universitaire», que semanas antes ofereceu tambem um «Porto de Honra» a Vitorino Nemesio e ao prof. Hédon, da Faculdade de Medicina, propõe-se, de acordo com outra associação universitaria e de grupos de cultura, fazer brevemente uma excursão a Portugal. [925,1255,1210,1342]
article-title: Grémio dos Açôres [39,1459,281,1486]
paragraph: E foi fundada a nossa esperança, vêmo-lo agora. [1250,488,1503,500]
